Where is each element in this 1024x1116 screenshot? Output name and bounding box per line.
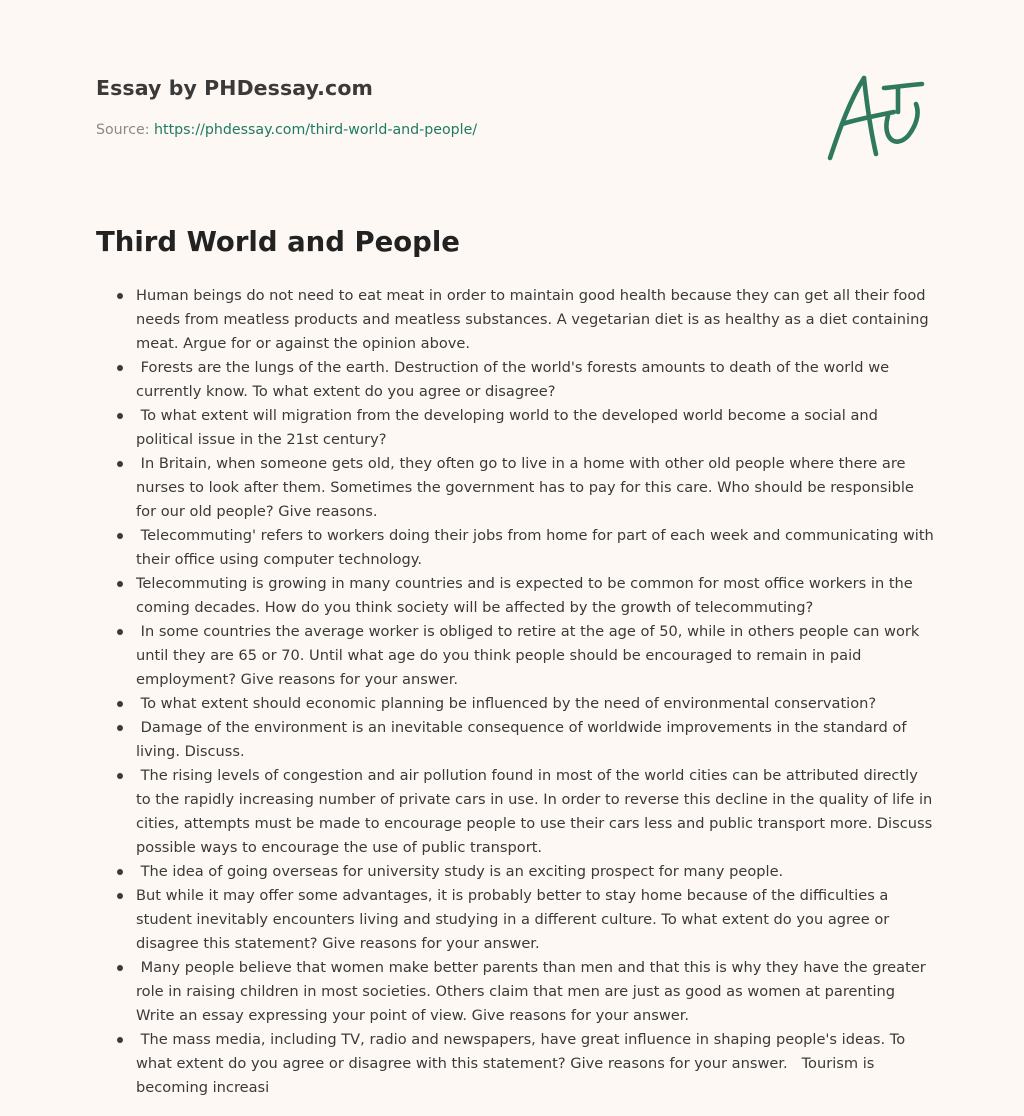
list-item-text: Many people believe that women make better parents than men and that this is why they have the greater role in raising children in most societies. Others claim that men are just as good as women at parenting Write an essay expressing your point of view. Give reasons for your answer. (136, 959, 931, 1024)
list-item (96, 284, 934, 356)
bullet-icon (117, 1037, 123, 1043)
bullet-icon (117, 293, 123, 299)
list-item-text: To what extent will migration from the developing world to the developed world become a social and political issue in the 21st century? (136, 407, 883, 448)
bullet-icon (117, 533, 123, 539)
list-item (96, 620, 934, 692)
list-item-text: Human beings do not need to eat meat in order to maintain good health because they can get all their food needs from meatless products and meatless substances. A vegetarian diet is as healthy as a diet containing meat. Argue for or against the opinion above. (136, 287, 934, 352)
list-item (96, 692, 934, 716)
list-item (96, 1028, 934, 1100)
list-item (96, 404, 934, 452)
list-item-text: In Britain, when someone gets old, they often go to live in a home with other old people where there are nurses to look after them. Sometimes the government has to pay for this care. Who should be responsible for our old people? Give reasons. (136, 455, 919, 520)
a-plus-logo-icon (818, 64, 930, 168)
list-item-text: The rising levels of congestion and air pollution found in most of the world cities can be attributed directly to the rapidly increasing number of private cars in use. In order to reverse this decline in the quality of life in cities, attempts must be made to encourage people to use their cars less and public transport more. Discuss possible ways to encourage the use of public transport. (136, 767, 937, 856)
list-item-text: Forests are the lungs of the earth. Destruction of the world's forests amounts to death of the world we currently know. To what extent do you agree or disagree? (136, 359, 894, 400)
list-item-text: Telecommuting is growing in many countries and is expected to be common for most office workers in the coming decades. How do you think society will be affected by the growth of telecommuting? (136, 575, 918, 616)
list-item-text: In some countries the average worker is obliged to retire at the age of 50, while in others people can work until they are 65 or 70. Until what age do you think people should be encouraged to remain in paid employment? Give reasons for your answer. (136, 623, 924, 688)
list-item (96, 860, 934, 884)
site-brand: Essay by PHDessay.com (96, 76, 373, 100)
source-label: Source: (96, 122, 150, 138)
list-item (96, 452, 934, 524)
list-item (96, 956, 934, 1028)
bullet-icon (117, 461, 123, 467)
bullet-icon (117, 701, 123, 707)
list-item (96, 524, 939, 572)
list-item (96, 884, 934, 956)
list-item-text: The mass media, including TV, radio and newspapers, have great influence in shaping people's ideas. To what extent do you agree or disagree with this statement? Give reasons for your answer. Tourism is becoming increasi (136, 1031, 910, 1096)
list-item (96, 572, 934, 620)
source-line (96, 122, 736, 138)
list-item-text: Telecommuting' refers to workers doing their jobs from home for part of each week and communicating with their office using computer technology. (136, 527, 939, 568)
bullet-icon (117, 869, 123, 875)
article-title: Third World and People (96, 226, 460, 258)
bullet-icon (117, 629, 123, 635)
bullet-icon (117, 773, 123, 779)
list-item-text: Damage of the environment is an inevitable consequence of worldwide improvements in the standard of living. Discuss. (136, 719, 912, 760)
list-item-text: But while it may offer some advantages, it is probably better to stay home because of the difficulties a student inevitably encounters living and studying in a different culture. To what extent do you agree or disagree this statement? Give reasons for your answer. (136, 887, 894, 952)
list-item (96, 764, 937, 860)
topic-list (96, 284, 939, 1100)
header (96, 76, 736, 138)
list-item-text: The idea of going overseas for university study is an exciting prospect for many people. (136, 863, 784, 880)
bullet-icon (117, 725, 123, 731)
list-item (96, 716, 934, 764)
bullet-icon (117, 365, 123, 371)
list-item (96, 356, 934, 404)
bullet-icon (117, 893, 123, 899)
bullet-icon (117, 965, 123, 971)
bullet-icon (117, 581, 123, 587)
bullet-icon (117, 413, 123, 419)
a-plus-logo-graphic (818, 64, 930, 168)
source-link[interactable]: https://phdessay.com/third-world-and-people/ (154, 122, 478, 138)
list-item-text: To what extent should economic planning be influenced by the need of environmental conservation? (136, 695, 877, 712)
